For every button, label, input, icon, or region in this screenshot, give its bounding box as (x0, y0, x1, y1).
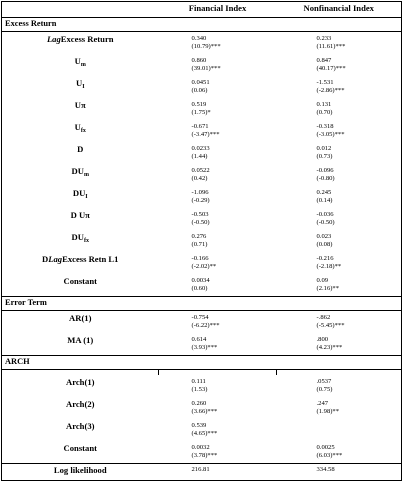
section-title: Error Term (2, 297, 402, 311)
row-label (2, 208, 159, 230)
nonfinancial-cell (277, 397, 402, 419)
row-label (2, 252, 159, 274)
label-text: Constant (63, 276, 97, 286)
nonfinancial-cell (277, 142, 402, 164)
tstat: (0.73) (316, 153, 333, 161)
header-row (2, 2, 402, 18)
coef: 0.0025 (316, 444, 335, 451)
row-label (2, 120, 159, 142)
coef: -0.318 (316, 123, 334, 130)
label-prefix: D (42, 254, 49, 264)
label-text: U (74, 122, 81, 132)
coef: 0.023 (316, 233, 332, 240)
tstat: (-0.29) (191, 197, 210, 205)
coef: -0.166 (191, 255, 209, 262)
coef: -0.216 (316, 255, 334, 262)
tstat: (0.06) (191, 87, 208, 95)
label-text: DU (72, 188, 86, 198)
label-sub: I (85, 194, 88, 200)
section-error-term (2, 297, 402, 311)
financial-cell (159, 419, 277, 441)
table-row (2, 311, 402, 334)
label-italic: Lag (48, 254, 63, 264)
financial-cell (159, 120, 277, 142)
coef: 0.0522 (191, 167, 210, 174)
tstat: (-0.50) (191, 219, 210, 227)
tstat: (0.71) (191, 241, 208, 249)
table-row (2, 76, 402, 98)
label-text: Arch(2) (66, 399, 95, 409)
tstat: (3.66)*** (191, 408, 218, 416)
table-row (2, 142, 402, 164)
financial-cell (159, 441, 277, 464)
financial-cell (159, 311, 277, 334)
tstat: (-6.22)*** (191, 322, 220, 330)
label-text: Constant (63, 443, 97, 453)
coef: 0.340 (191, 35, 207, 42)
coef: 0.0034 (191, 277, 210, 284)
label-text: U (75, 78, 83, 88)
label-sub: m (83, 172, 89, 178)
log-likelihood-row (2, 464, 402, 481)
coef: -0.503 (191, 211, 209, 218)
row-label (2, 98, 159, 120)
label-text: Arch(3) (66, 421, 95, 431)
coef: 0.539 (191, 422, 207, 429)
label-text: Excess Retn L1 (62, 254, 119, 264)
label-text: DU (71, 232, 84, 242)
tstat: (-5.45)*** (316, 322, 345, 330)
label-text: D Uπ (70, 210, 90, 220)
row-label (2, 397, 159, 419)
table-row (2, 375, 402, 397)
row-label (2, 419, 159, 441)
financial-cell (159, 397, 277, 419)
tstat: (-2.86)*** (316, 87, 345, 95)
coef: 0.012 (316, 145, 332, 152)
row-label (2, 311, 159, 334)
tstat: (11.61)*** (316, 43, 346, 51)
financial-cell (159, 142, 277, 164)
table-row (2, 397, 402, 419)
coef: 0.847 (316, 57, 332, 64)
label-text: MA (1) (67, 335, 94, 345)
nonfinancial-cell (277, 76, 402, 98)
row-label (2, 333, 159, 356)
table-row (2, 274, 402, 297)
tstat: (-0.50) (316, 219, 335, 227)
row-label (2, 274, 159, 297)
label-sub: I (82, 84, 85, 90)
tstat: (39.01)*** (191, 65, 221, 73)
tstat: (-0.80) (316, 175, 335, 183)
tstat: (1.75)* (191, 109, 211, 117)
table-row (2, 441, 402, 464)
header-financial-index: Financial Index (159, 2, 277, 18)
tstat: (0.14) (316, 197, 333, 205)
label-italic: Lag (46, 34, 61, 44)
coef: .800 (316, 336, 329, 343)
financial-cell (159, 230, 277, 252)
coef: -0.036 (316, 211, 334, 218)
table-row (2, 120, 402, 142)
row-label (2, 54, 159, 76)
coef: 0.519 (191, 101, 207, 108)
header-blank (2, 2, 159, 18)
section-excess-return (2, 18, 402, 32)
coef: 0.260 (191, 400, 207, 407)
financial-cell (159, 464, 277, 481)
table-row (2, 98, 402, 120)
nonfinancial-cell (277, 164, 402, 186)
table-row (2, 186, 402, 208)
label-sub: m (80, 62, 86, 68)
coef: 0.131 (316, 101, 332, 108)
nonfinancial-cell (277, 274, 402, 297)
financial-cell (159, 252, 277, 274)
coef: .247 (316, 400, 329, 407)
section-arch (2, 356, 402, 370)
section-title: Excess Return (2, 18, 402, 32)
label-text: Excess Return (60, 34, 114, 44)
coef: 0.245 (316, 189, 332, 196)
tstat: (6.03)*** (316, 452, 343, 460)
label-text: Uπ (74, 100, 86, 110)
tstat: (3.78)*** (191, 452, 218, 460)
label-text: Log likelihood (53, 465, 107, 475)
tstat: (1.98)** (316, 408, 340, 416)
row-label (2, 164, 159, 186)
nonfinancial-cell (277, 252, 402, 274)
loglik-value: 334.58 (316, 466, 335, 473)
financial-cell (159, 76, 277, 98)
table-row (2, 333, 402, 356)
coef: -.862 (316, 314, 331, 321)
tstat: (3.93)*** (191, 344, 218, 352)
tstat: (0.08) (316, 241, 333, 249)
financial-cell (159, 274, 277, 297)
tstat: (10.79)*** (191, 43, 221, 51)
coef: 0.614 (191, 336, 207, 343)
table-row (2, 252, 402, 274)
tstat: (0.42) (191, 175, 208, 183)
label-sub: fx (83, 238, 89, 244)
row-label (2, 464, 159, 481)
tstat: (0.70) (316, 109, 333, 117)
coef: -0.754 (191, 314, 209, 321)
nonfinancial-cell (277, 54, 402, 76)
nonfinancial-cell (277, 441, 402, 464)
financial-cell (159, 375, 277, 397)
regression-table (1, 1, 402, 481)
label-text: Arch(1) (66, 377, 95, 387)
coef: -1.096 (191, 189, 209, 196)
table-row (2, 32, 402, 55)
coef: -0.671 (191, 123, 209, 130)
tstat: (1.53) (191, 386, 208, 394)
loglik-value: 216.81 (191, 466, 210, 473)
financial-cell (159, 186, 277, 208)
row-label (2, 441, 159, 464)
coef: 0.276 (191, 233, 207, 240)
tstat: (1.44) (191, 153, 208, 161)
tstat: (0.60) (191, 285, 208, 293)
nonfinancial-cell (277, 375, 402, 397)
coef: .0537 (316, 378, 332, 385)
coef: 0.0233 (191, 145, 210, 152)
row-label (2, 186, 159, 208)
tstat: (40.17)*** (316, 65, 346, 73)
coef: 0.09 (316, 277, 329, 284)
tstat: (-2.02)** (191, 263, 217, 271)
row-label (2, 230, 159, 252)
nonfinancial-cell (277, 32, 402, 55)
coef: 0.111 (191, 378, 206, 385)
label-text: AR(1) (69, 313, 92, 323)
table-row (2, 54, 402, 76)
table-row (2, 164, 402, 186)
financial-cell (159, 208, 277, 230)
nonfinancial-cell (277, 208, 402, 230)
nonfinancial-cell (277, 186, 402, 208)
nonfinancial-cell (277, 120, 402, 142)
row-label (2, 32, 159, 55)
financial-cell (159, 333, 277, 356)
tstat: (4.23)*** (316, 344, 343, 352)
tstat: (2.16)** (316, 285, 340, 293)
coef: 0.0451 (191, 79, 210, 86)
nonfinancial-cell (277, 98, 402, 120)
row-label (2, 142, 159, 164)
coef: -0.096 (316, 167, 334, 174)
header-nonfinancial-index: Nonfinancial Index (277, 2, 402, 18)
section-title: ARCH (2, 356, 402, 370)
table-row (2, 230, 402, 252)
coef: 0.233 (316, 35, 332, 42)
nonfinancial-cell (277, 311, 402, 334)
financial-cell (159, 98, 277, 120)
label-text: D (77, 144, 84, 154)
tstat: (4.65)*** (191, 430, 218, 438)
nonfinancial-cell (277, 419, 402, 441)
financial-cell (159, 164, 277, 186)
label-text: U (74, 56, 81, 66)
financial-cell (159, 54, 277, 76)
row-label (2, 375, 159, 397)
coef: 0.0032 (191, 444, 210, 451)
financial-cell (159, 32, 277, 55)
table-row (2, 419, 402, 441)
tstat: (-3.47)*** (191, 131, 220, 139)
coef: 0.860 (191, 57, 207, 64)
tstat: (-2.18)** (316, 263, 342, 271)
table-row (2, 208, 402, 230)
row-label (2, 76, 159, 98)
coef: -1.531 (316, 79, 334, 86)
tstat: (0.75) (316, 386, 333, 394)
label-text: DU (71, 166, 84, 176)
nonfinancial-cell (277, 230, 402, 252)
nonfinancial-cell (277, 464, 402, 481)
label-sub: fx (80, 128, 86, 134)
tstat: (-3.05)*** (316, 131, 345, 139)
nonfinancial-cell (277, 333, 402, 356)
